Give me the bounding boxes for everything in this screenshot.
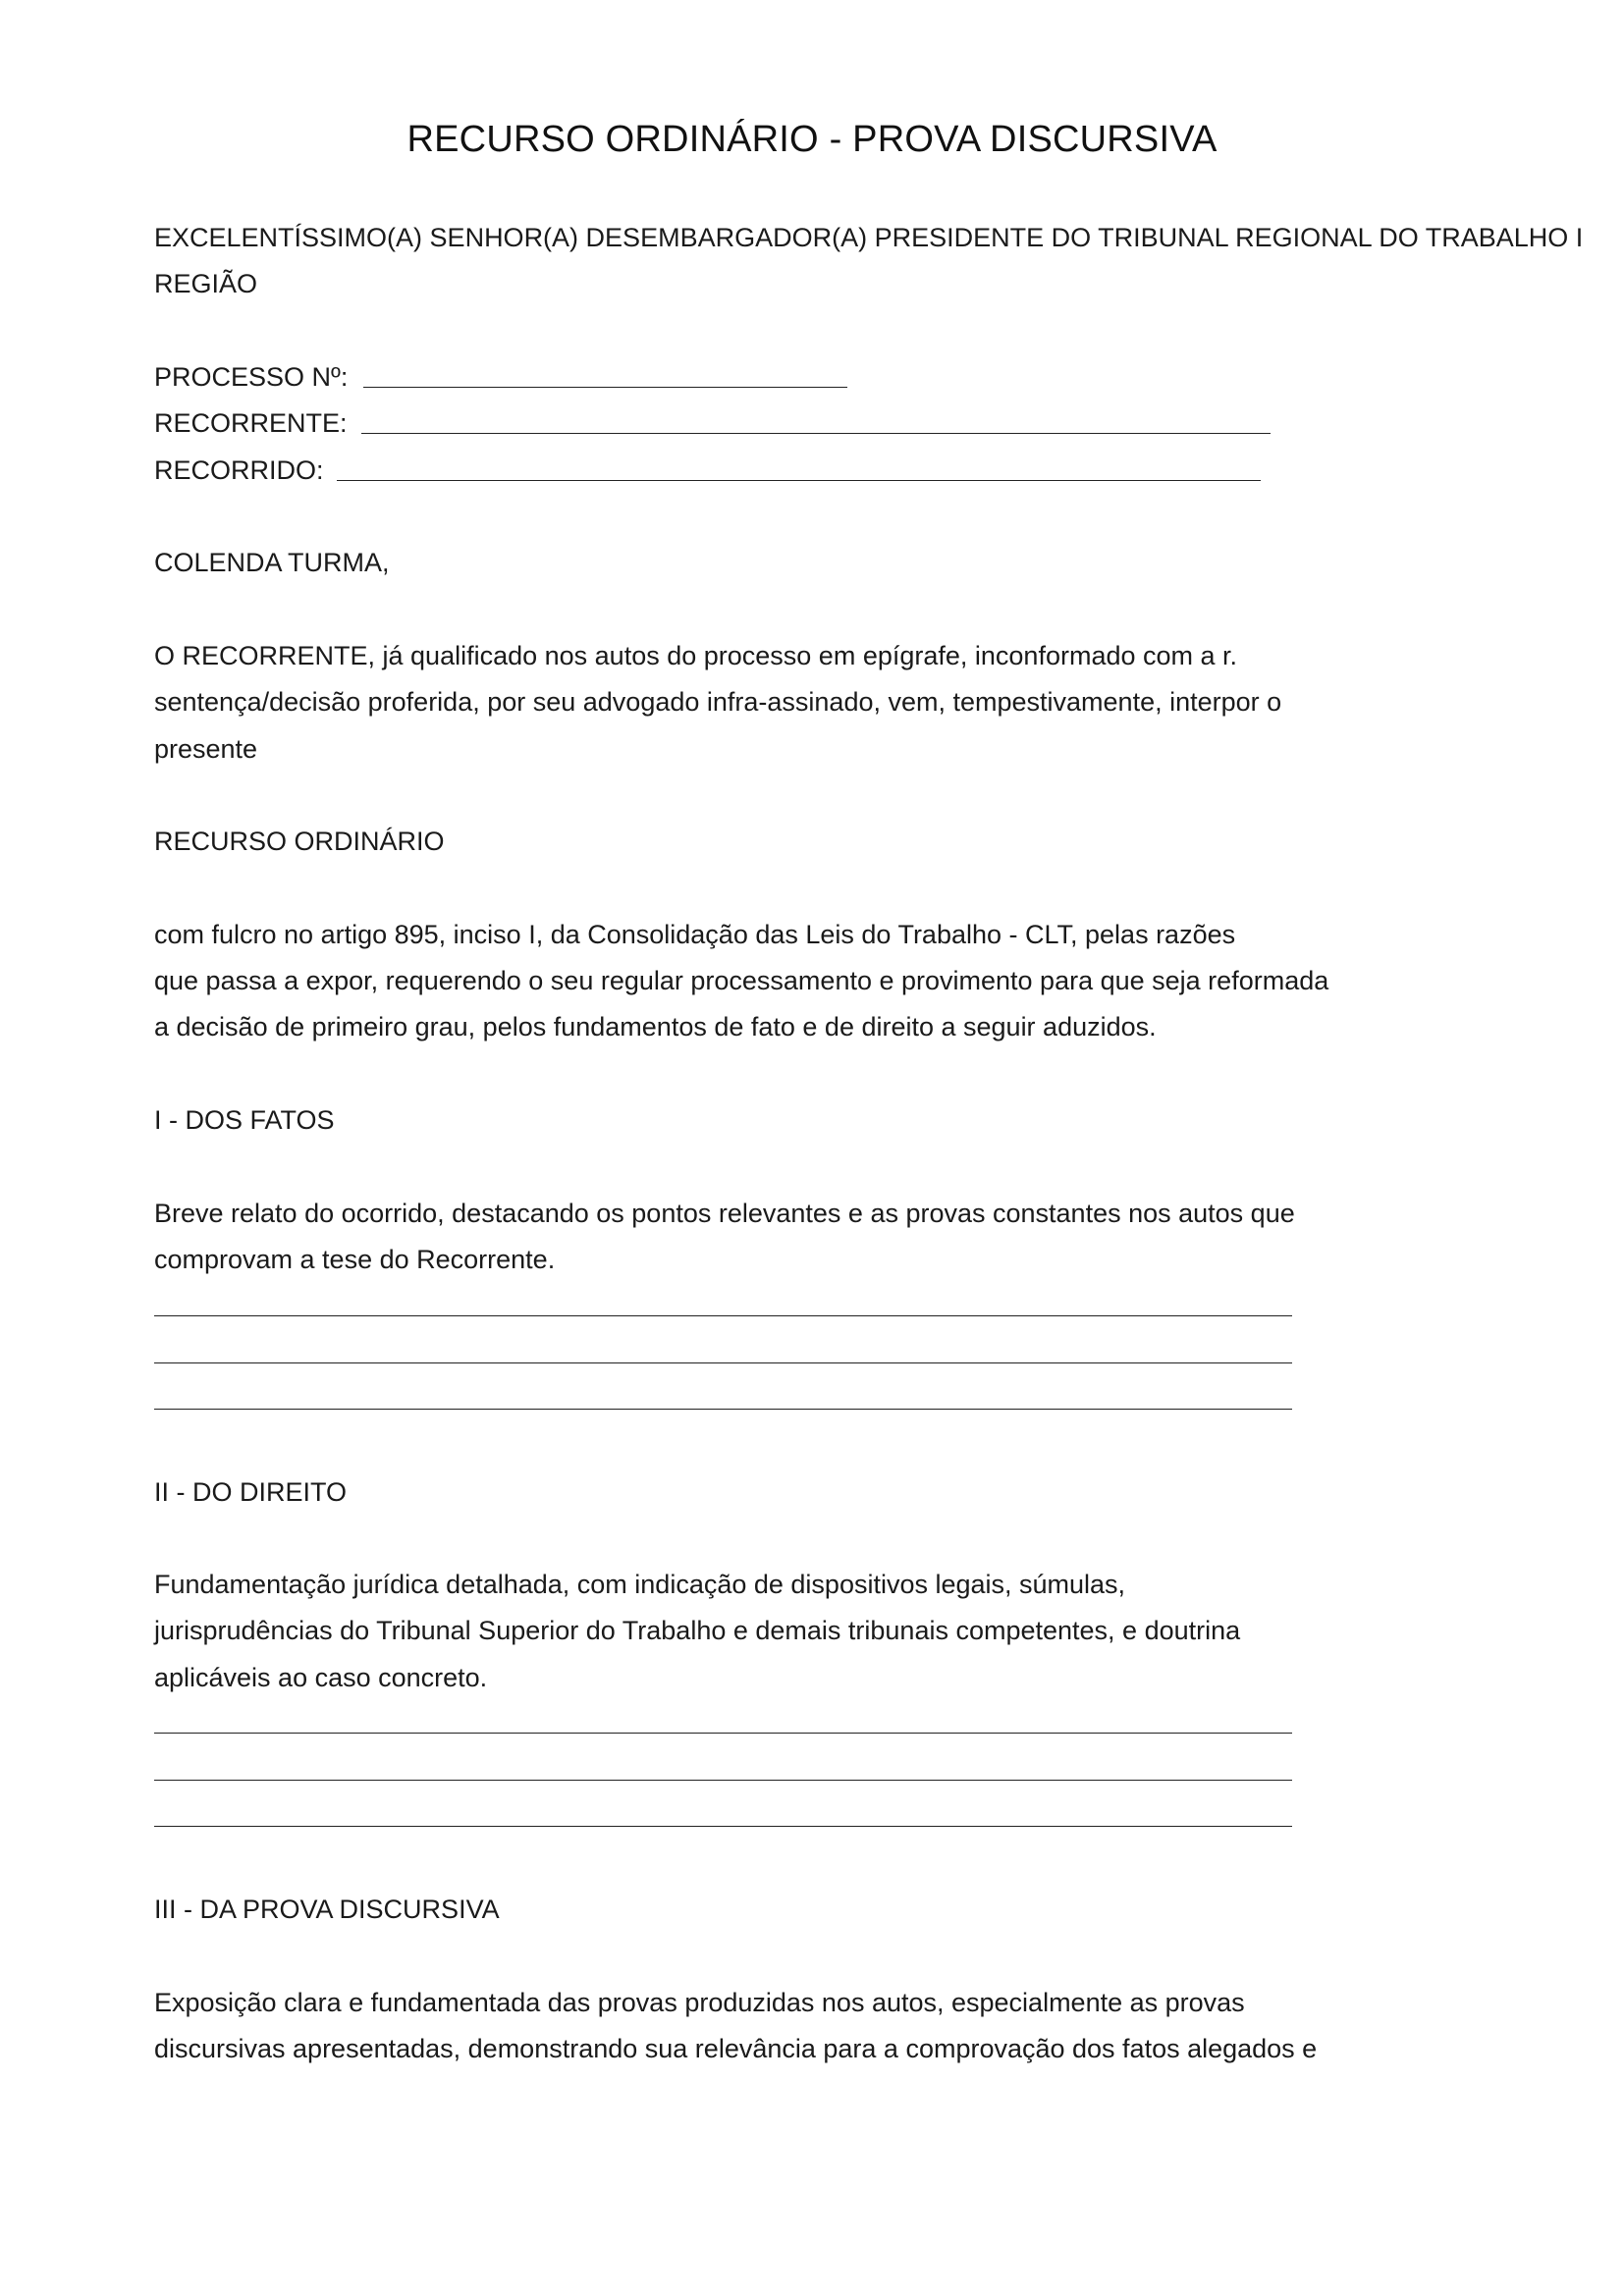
- section-1-answer-line-1[interactable]: [154, 1315, 1292, 1316]
- section-2-line-1: Fundamentação jurídica detalhada, com indicação de dispositivos legais, súmulas,: [154, 1570, 1126, 1599]
- section-2-answer-line-2[interactable]: [154, 1780, 1292, 1781]
- basis-line-2: que passa a expor, requerendo o seu regular processamento e provimento para que seja reformada: [154, 966, 1329, 995]
- processo-label: PROCESSO Nº:: [154, 362, 349, 392]
- addressee-line-1: EXCELENTÍSSIMO(A) SENHOR(A) DESEMBARGADOR(A) PRESIDENTE DO TRIBUNAL REGIONAL DO TRABALHO I: [154, 223, 1584, 252]
- document-title: RECURSO ORDINÁRIO - PROVA DISCURSIVA: [406, 119, 1218, 160]
- section-2-answer-line-1[interactable]: [154, 1733, 1292, 1734]
- intro-line-1: O RECORRENTE, já qualificado nos autos do processo em epígrafe, inconformado com a r.: [154, 641, 1238, 670]
- intro-line-3: presente: [154, 734, 258, 764]
- basis-line-3: a decisão de primeiro grau, pelos fundamentos de fato e de direito a seguir aduzidos.: [154, 1012, 1157, 1041]
- addressee-line-2: REGIÃO: [154, 269, 258, 298]
- section-1-line-1: Breve relato do ocorrido, destacando os pontos relevantes e as provas constantes nos autos que: [154, 1199, 1295, 1228]
- section-1-answer-line-2[interactable]: [154, 1362, 1292, 1363]
- section-2-line-2: jurisprudências do Tribunal Superior do Trabalho e demais tribunais competentes, e doutrina: [154, 1616, 1241, 1645]
- recorrente-label: RECORRENTE:: [154, 408, 348, 438]
- appeal-name: RECURSO ORDINÁRIO: [154, 827, 445, 856]
- recorrente-blank-line[interactable]: [361, 433, 1271, 434]
- section-1-line-2: comprovam a tese do Recorrente.: [154, 1245, 556, 1274]
- section-3-line-2: discursivas apresentadas, demonstrando sua relevância para a comprovação dos fatos alegados e: [154, 2034, 1318, 2063]
- processo-blank-line[interactable]: [363, 387, 847, 388]
- salutation: COLENDA TURMA,: [154, 548, 390, 577]
- section-2-line-3: aplicáveis ao caso concreto.: [154, 1663, 488, 1692]
- recorrido-label: RECORRIDO:: [154, 455, 324, 485]
- section-1-answer-line-3[interactable]: [154, 1409, 1292, 1410]
- recorrido-blank-line[interactable]: [337, 480, 1261, 481]
- basis-line-1: com fulcro no artigo 895, inciso I, da Consolidação das Leis do Trabalho - CLT, pelas razões: [154, 920, 1236, 949]
- section-2-answer-line-3[interactable]: [154, 1826, 1292, 1827]
- section-1-heading: I - DOS FATOS: [154, 1105, 335, 1135]
- section-3-heading: III - DA PROVA DISCURSIVA: [154, 1895, 500, 1924]
- intro-line-2: sentença/decisão proferida, por seu advogado infra-assinado, vem, tempestivamente, interpor o: [154, 687, 1282, 717]
- section-2-heading: II - DO DIREITO: [154, 1477, 348, 1507]
- section-3-line-1: Exposição clara e fundamentada das provas produzidas nos autos, especialmente as provas: [154, 1988, 1245, 2017]
